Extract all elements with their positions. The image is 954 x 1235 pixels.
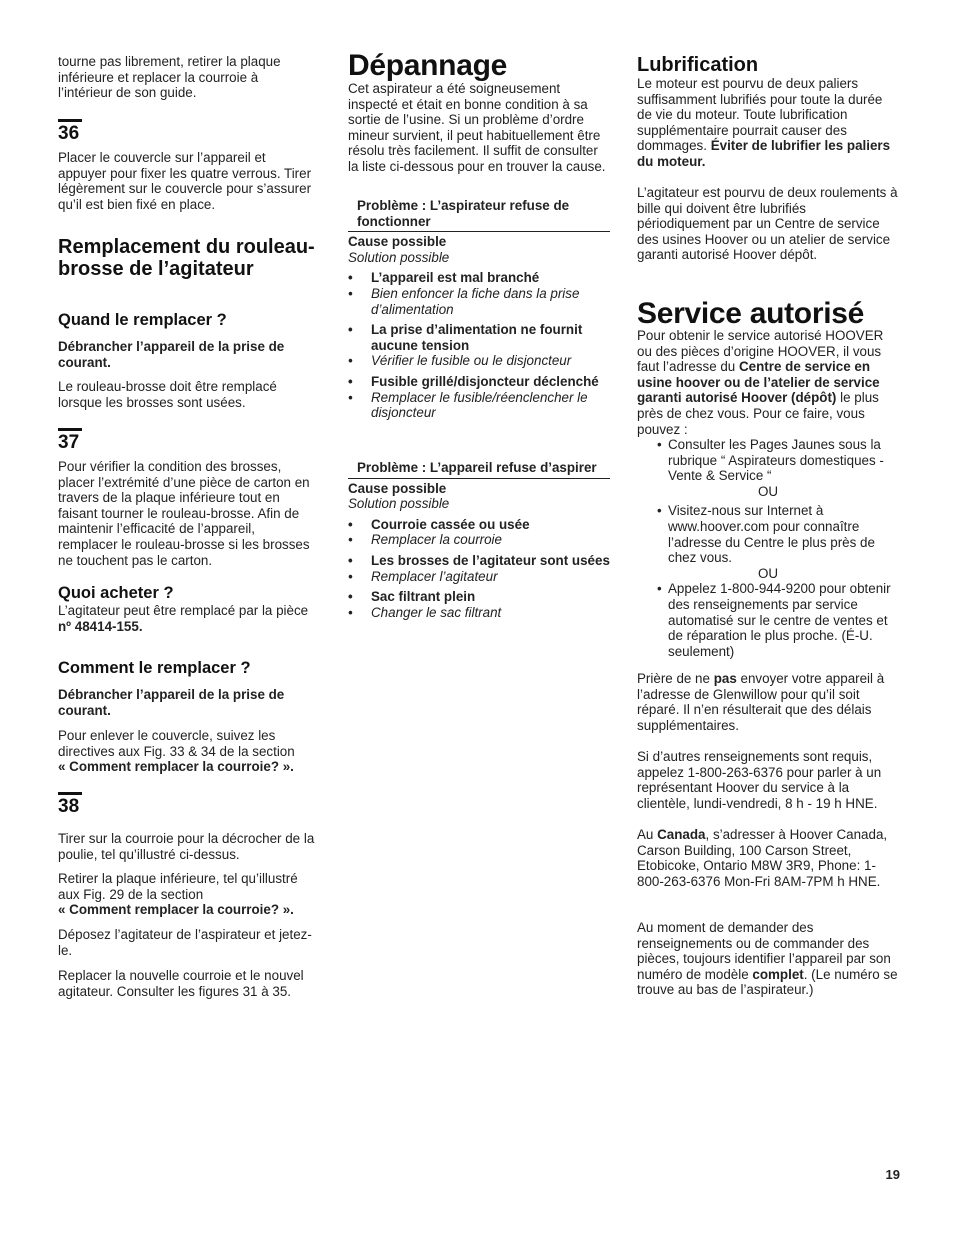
option-phone: • Appelez 1-800-944-9200 pour obtenir des renseignements par service automatisé sur le centre de ventes et de réparation le plus proche. (É-U. seulement) [657,581,891,659]
unplug-warning: Débrancher l’appareil de la prise de courant. [58,687,285,718]
service-options [637,437,899,659]
step-text: Pour vérifier la condition des brosses, placer l’extrémité d’une pièce de carton en travers de la plaque inférieure tout en faisant tourner le rouleau-brosse. Afin de maintenir l’efficacité de l’appareil, remplacer le rouleau-brosse si les brosses ne touchent pas le carton. [58,459,310,568]
problem-heading: Problème : L’aspirateur refuse de fonctionner [348,198,610,232]
step-number: 37 [58,428,82,453]
service-p2: Prière de ne pas envoyer votre appareil à l’adresse de Glenwillow pour qu’il soit réparé. Il n’en résulterait que des délais supplémentaires. [637,671,885,733]
buy-text: L’agitateur peut être remplacé par la pièce nº 48414-155. [58,603,309,634]
cause-label: Cause possible [348,234,447,250]
solution-label: Solution possible [348,249,450,265]
subheading-when: Quand le remplacer ? [58,311,227,329]
step-38-block [58,792,316,817]
step-number: 38 [58,792,82,817]
or-separator: OU [757,483,779,499]
heading-lubrification: Lubrification [637,54,759,76]
problem-1-block [348,198,610,421]
or-separator: OU [757,565,779,581]
step-38-p4: Replacer la nouvelle courroie et le nouvel agitateur. Consulter les figures 31 à 35. [58,968,304,999]
cause-item: • La prise d’alimentation ne fournit aucune tension • Vérifier le fusible ou le disjoncteur [348,322,583,369]
section-reference: « Comment remplacer la courroie? ». [58,759,294,775]
solution-label: Solution possible [348,496,450,512]
cause-label: Cause possible [348,480,447,496]
service-p5: Au moment de demander des renseignements ou de commander des pièces, toujours identifier l’appareil par son numéro de modèle complet. (Le numéro se trouve au bas de l’aspirateur.) [637,920,898,998]
troubleshooting-intro: Cet aspirateur a été soigneusement inspecté et était en bonne condition à sa sortie de l’usine. Si un problème d’ordre mineur survient, il peut habituellement être résolu très facilement. Il suffit de consulter la liste ci-dessous pour en trouver la cause. [348,81,606,174]
continued-paragraph: tourne pas librement, retirer la plaque inférieure et replacer la courroie à l’intérieur de son guide. [58,54,281,101]
cause-item: • Les brosses de l’agitateur sont usées • Remplacer l’agitateur [348,552,610,584]
option-website: • Visitez-nous sur Internet à www.hoover.com pour connaître l’adresse du Centre le plus près de chez vous. [657,503,875,566]
step-36-block [58,119,316,212]
option-yellow-pages: • Consulter les Pages Jaunes sous la rubrique “ Aspirateurs domestiques - Vente & Service “ [657,437,884,484]
cause-item: • Courroie cassée ou usée • Remplacer la courroie [348,516,530,548]
service-p3: Si d’autres renseignements sont requis, appelez 1-800-263-6376 pour parler à un représentant Hoover du service à la clientèle, lundi-vendredi, 8 h - 19 h HNE. [637,749,882,811]
step-38-p1: Tirer sur la courroie pour la décrocher de la poulie, tel qu’illustré ci-dessus. [58,831,315,862]
step-37-block [58,428,316,568]
cause-item: • Sac filtrant plein • Changer le sac filtrant [348,589,502,620]
step-number: 36 [58,119,82,144]
unplug-warning: Débrancher l’appareil de la prise de courant. [58,339,285,370]
section-reference: « Comment remplacer la courroie? ». [58,902,294,918]
lubrification-p2: L’agitateur est pourvu de deux roulements à bille qui doivent être lubrifiés périodiquement par un Centre de service des usines Hoover ou un atelier de service garanti autorisé Hoover dépôt. [637,185,898,263]
section-heading: Remplacement du rouleau-brosse de l’agitateur [58,236,315,280]
problem-2-block [348,460,610,620]
when-text: Le rouleau-brosse doit être remplacé lorsque les brosses sont usées. [58,379,277,410]
how-text: Pour enlever le couvercle, suivez les directives aux Fig. 33 & 34 de la section « Comment remplacer la courroie? ». [58,728,295,775]
page-number: 19 [885,1167,900,1182]
step-38-p2: Retirer la plaque inférieure, tel qu’illustré aux Fig. 29 de la section « Comment remplacer la courroie? ». [58,871,298,918]
step-38-p3: Déposez l’agitateur de l’aspirateur et jetez-le. [58,927,312,958]
subheading-how: Comment le remplacer ? [58,659,251,677]
problem-heading: Problème : L’appareil refuse d’aspirer [348,460,610,479]
cause-item: • L’appareil est mal branché • Bien enfoncer la fiche dans la prise d’alimentation [348,270,580,317]
part-number: nº 48414-155. [58,618,143,634]
heading-service: Service autorisé [637,297,864,330]
lubrification-p1: Le moteur est pourvu de deux paliers suffisamment lubrifiés pour toute la durée de vie du moteur. Toute lubrification supplémentaire pourrait causer des dommages. Éviter de lubrifier les paliers du moteur. [637,76,891,169]
cause-item: • Fusible grillé/disjoncteur déclenché • Remplacer le fusible/réenclencher le disjoncteur [348,373,599,421]
service-p4-canada: Au Canada, s’adresser à Hoover Canada, Carson Building, 100 Carson Street, Etobicoke, Ontario M8W 3R9, Phone: 1-800-263-6376 Mon-Fri 8AM-7PM h HNE. [637,827,888,889]
step-text: Placer le couvercle sur l’appareil et appuyer pour fixer les quatre verrous. Tirer légèrement sur le couvercle pour s’assurer qu’il est bien fixé en place. [58,150,312,212]
page-title-troubleshooting: Dépannage [348,49,508,82]
subheading-buy: Quoi acheter ? [58,584,174,602]
service-intro: Pour obtenir le service autorisé HOOVER ou des pièces d’origine HOOVER, il vous faut l’adresse du Centre de service en usine hoover ou de l’atelier de service garanti autorisé Hoover (dépôt) le plus près de chez vous. Pour ce faire, vous pouvez : [637,328,884,437]
